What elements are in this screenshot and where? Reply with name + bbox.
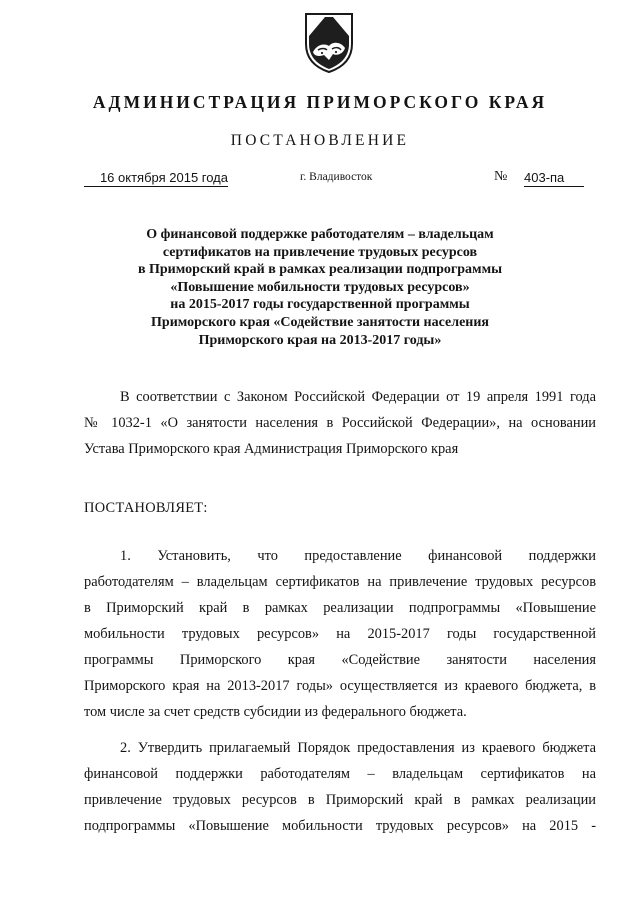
title-line: «Повышение мобильности трудовых ресурсов» [170,279,470,295]
document-number: 403-па [524,170,584,187]
item-1-line: программы Приморского края «Содействие занятости населения [84,652,596,668]
item-1-line: работодателям – владельцам сертификатов на привлечение трудовых ресурсов [84,574,596,590]
organization-title: АДМИНИСТРАЦИЯ ПРИМОРСКОГО КРАЯ [92,92,548,112]
title-line: Приморского края «Содействие занятости населения [151,314,489,330]
item-2-line: 2. Утвердить прилагаемый Порядок предоставления из краевого бюджета [120,740,596,756]
preamble-line: Устава Приморского края Администрация Приморского края [84,441,459,457]
title-line: сертификатов на привлечение трудовых ресурсов [162,244,478,260]
item-2-line: привлечение трудовых ресурсов в Приморский край в рамках реализации [84,792,596,808]
title-line: на 2015-2017 годы государственной программы [170,297,470,313]
item-1-paragraph [84,543,596,725]
preamble-line: В соответствии с Законом Российской Федерации от 19 апреля 1991 года [120,389,596,405]
item-1-line: мобильности трудовых ресурсов» на 2015-2017 годы государственной [84,626,596,642]
item-1-line: в Приморский край в рамках реализации подпрограммы «Повышение [84,600,596,616]
item-2-paragraph [84,735,596,839]
preamble-paragraph [84,384,596,462]
item-1-line: 1. Установить, что предоставление финансовой поддержки [120,548,596,564]
document-title [100,226,540,349]
item-1-line: том числе за счет средств субсидии из федерального бюджета. [84,704,467,720]
title-line: Приморского края на 2013-2017 годы» [198,332,442,348]
title-line: в Приморский край в рамках реализации подпрограммы [137,262,503,278]
resolves-heading: ПОСТАНОВЛЯЕТ: [84,500,208,516]
document-city: г. Владивосток [300,171,373,183]
coat-of-arms-icon [299,10,359,74]
document-date: 16 октября 2015 года [84,170,228,187]
preamble-line: № 1032-1 «О занятости населения в Российской Федерации», на основании [84,415,596,431]
document-type: ПОСТАНОВЛЕНИЕ [230,132,410,149]
item-2-line: финансовой поддержки работодателям – владельцам сертификатов на [84,766,596,782]
item-2-line: подпрограммы «Повышение мобильности трудовых ресурсов» на 2015 - [84,818,596,834]
item-1-line: Приморского края на 2013-2017 годы» осуществляется из краевого бюджета, в [84,678,596,694]
title-line: О финансовой поддержке работодателям – владельцам [146,227,494,242]
number-label: № [494,169,508,184]
